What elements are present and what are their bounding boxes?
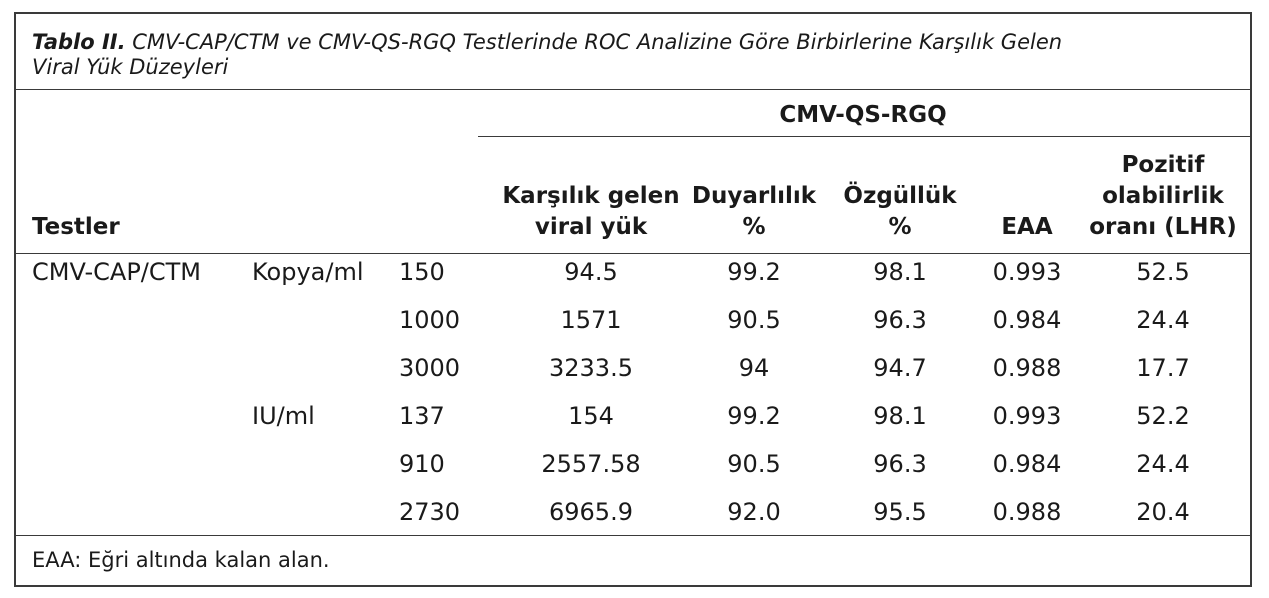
- cell-viral: 2557.58: [541, 450, 641, 478]
- header-ozgulluk: [830, 181, 970, 243]
- header-lhr-line3: oranı (LHR): [1089, 214, 1237, 240]
- cell-duyarlilik: 99.2: [727, 258, 781, 286]
- cell-lhr: 52.2: [1136, 402, 1190, 430]
- cell-level: 2730: [399, 498, 461, 526]
- cell-viral: 1571: [560, 306, 622, 334]
- title-line2: Viral Yük Düzeyleri: [32, 55, 229, 79]
- cell-viral: 6965.9: [549, 498, 633, 526]
- cell-level: 3000: [399, 354, 461, 382]
- header-ozgulluk-line2: %: [888, 214, 912, 240]
- cell-duyarlilik: 94: [738, 354, 770, 382]
- cell-ozgulluk: 96.3: [873, 450, 927, 478]
- header-lhr-line1: Pozitif: [1121, 152, 1205, 178]
- header-ozgulluk-line1: Özgüllük: [843, 183, 957, 209]
- cell-duyarlilik: 99.2: [727, 402, 781, 430]
- header-duyarlilik: [684, 181, 824, 243]
- top-rule: [16, 89, 1250, 90]
- cell-ozgulluk: 96.3: [873, 306, 927, 334]
- cell-lhr: 24.4: [1136, 450, 1190, 478]
- cell-eaa: 0.984: [992, 450, 1062, 478]
- cell-ozgulluk: 94.7: [873, 354, 927, 382]
- cell-ozgulluk: 98.1: [873, 258, 927, 286]
- cell-lhr: 24.4: [1136, 306, 1190, 334]
- cell-level: 150: [399, 258, 445, 286]
- table-frame: [14, 12, 1252, 587]
- header-lhr-line2: olabilirlik: [1102, 183, 1224, 209]
- cell-eaa: 0.993: [992, 402, 1062, 430]
- cell-duyarlilik: 90.5: [727, 306, 781, 334]
- cell-unit: IU/ml: [252, 402, 315, 430]
- cell-eaa: 0.988: [992, 354, 1062, 382]
- cell-test: CMV-CAP/CTM: [32, 258, 201, 286]
- header-lhr: [1078, 150, 1248, 243]
- cell-level: 137: [399, 402, 445, 430]
- cell-eaa: 0.988: [992, 498, 1062, 526]
- cell-viral: 94.5: [564, 258, 618, 286]
- header-viral-line1: Karşılık gelen: [502, 183, 680, 209]
- header-viral: [486, 181, 696, 243]
- cell-eaa: 0.993: [992, 258, 1062, 286]
- cell-ozgulluk: 95.5: [873, 498, 927, 526]
- bottom-rule: [16, 535, 1250, 536]
- title-line1: CMV-CAP/CTM ve CMV-QS-RGQ Testlerinde ROC Analizine Göre Birbirlerine Karşılık Gelen: [125, 30, 1063, 54]
- header-viral-line2: viral yük: [534, 214, 648, 240]
- cell-lhr: 20.4: [1136, 498, 1190, 526]
- cell-level: 910: [399, 450, 445, 478]
- cell-ozgulluk: 98.1: [873, 402, 927, 430]
- cell-viral: 154: [568, 402, 614, 430]
- header-duyarlilik-line1: Duyarlılık: [691, 183, 817, 209]
- cell-duyarlilik: 92.0: [727, 498, 781, 526]
- cell-lhr: 52.5: [1136, 258, 1190, 286]
- cell-viral: 3233.5: [549, 354, 633, 382]
- header-duyarlilik-line2: %: [742, 214, 766, 240]
- header-rule: [16, 253, 1250, 254]
- header-testler: Testler: [32, 214, 120, 240]
- group-rule: [478, 136, 1250, 137]
- cell-duyarlilik: 90.5: [727, 450, 781, 478]
- title-lead: Tablo II.: [32, 30, 126, 54]
- footnote: EAA: Eğri altında kalan alan.: [32, 548, 330, 572]
- cell-level: 1000: [399, 306, 461, 334]
- table-title: [32, 30, 1232, 80]
- group-header: CMV-QS-RGQ: [779, 102, 947, 128]
- cell-unit: Kopya/ml: [252, 258, 364, 286]
- cell-eaa: 0.984: [992, 306, 1062, 334]
- header-eaa: EAA: [1001, 214, 1053, 240]
- cell-lhr: 17.7: [1136, 354, 1190, 382]
